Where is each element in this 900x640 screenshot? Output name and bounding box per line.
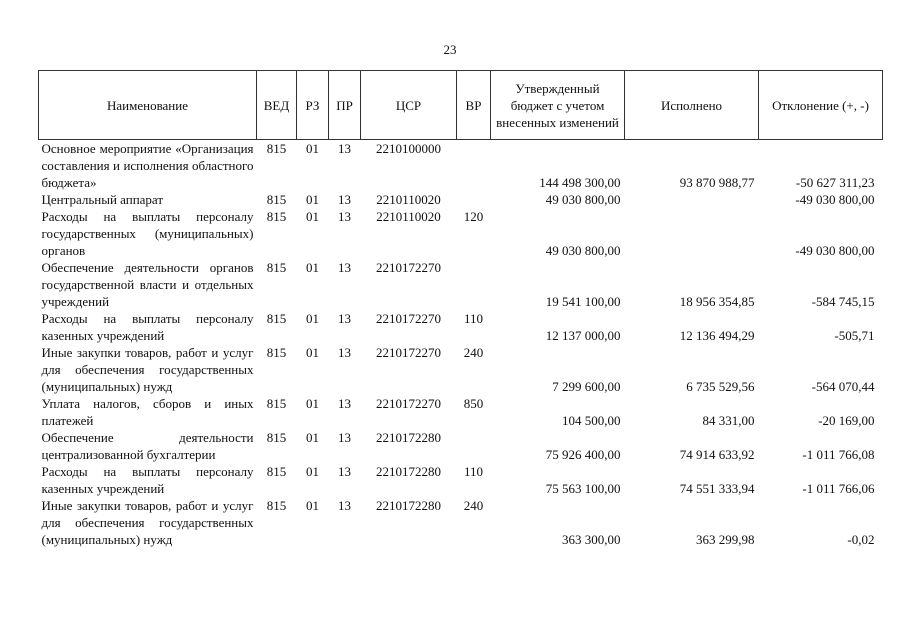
row-ved: 815: [266, 396, 287, 411]
row-ved: 815: [266, 498, 287, 513]
row-csr: 2210110020: [376, 192, 441, 207]
header-deviation: Отклонение (+, -): [759, 71, 883, 140]
header-csr: ЦСР: [361, 71, 457, 140]
row-pr: 13: [338, 345, 351, 360]
row-rz: 01: [306, 345, 319, 360]
row-pr: 13: [338, 311, 351, 326]
row-csr: 2210172270: [376, 396, 441, 411]
row-executed: 6 735 529,56: [686, 379, 755, 394]
row-csr: 2210100000: [376, 141, 441, 156]
row-vr: [457, 140, 491, 192]
row-name: Основное мероприятие «Организация составления и исполнения областного бюджета»: [41, 141, 254, 190]
row-csr: 2210172270: [376, 311, 441, 326]
row-executed: [625, 191, 759, 208]
row-deviation: -0,02: [847, 532, 875, 547]
row-vr: 240: [463, 345, 484, 360]
row-rz: 01: [306, 311, 319, 326]
row-approved: 19 541 100,00: [545, 294, 621, 309]
row-deviation: -49 030 800,00: [795, 192, 875, 207]
row-csr: 2210172270: [376, 260, 441, 275]
row-vr: 240: [463, 498, 484, 513]
row-name: Обеспечение деятельности централизованной бухгалтерии: [41, 430, 254, 462]
table-row: [39, 140, 883, 192]
row-name: Иные закупки товаров, работ и услуг для обеспечения государственных (муниципальных) нужд: [41, 345, 254, 394]
row-approved: 49 030 800,00: [545, 243, 621, 258]
row-deviation: -1 011 766,08: [802, 447, 875, 462]
row-name: Центральный аппарат: [41, 192, 164, 207]
row-executed: 18 956 354,85: [679, 294, 755, 309]
row-name: Расходы на выплаты персоналу казенных учреждений: [41, 464, 254, 496]
table-row: [39, 344, 883, 395]
row-rz: 01: [306, 464, 319, 479]
table-header: [39, 71, 883, 140]
row-csr: 2210172280: [376, 464, 441, 479]
row-executed: 363 299,98: [696, 532, 755, 547]
row-pr: 13: [338, 464, 351, 479]
row-approved: 104 500,00: [562, 413, 621, 428]
row-pr: 13: [338, 498, 351, 513]
row-deviation: -20 169,00: [818, 413, 875, 428]
header-name: Наименование: [39, 71, 257, 140]
row-ved: 815: [266, 345, 287, 360]
row-csr: 2210172280: [376, 430, 441, 445]
row-deviation: -1 011 766,06: [802, 481, 875, 496]
header-vr: ВР: [457, 71, 491, 140]
row-approved: 75 926 400,00: [545, 447, 621, 462]
row-vr: 120: [463, 209, 484, 224]
row-approved: 49 030 800,00: [545, 192, 621, 207]
row-ved: 815: [266, 311, 287, 326]
header-rz: РЗ: [297, 71, 329, 140]
table-row: [39, 395, 883, 429]
row-csr: 2210110020: [376, 209, 441, 224]
row-vr: 110: [463, 464, 484, 479]
table-row: [39, 310, 883, 344]
row-executed: 93 870 988,77: [679, 175, 755, 190]
row-rz: 01: [306, 209, 319, 224]
row-rz: 01: [306, 141, 319, 156]
row-vr: 110: [463, 311, 484, 326]
row-vr: [457, 429, 491, 463]
row-rz: 01: [306, 396, 319, 411]
header-pr: ПР: [329, 71, 361, 140]
row-approved: 75 563 100,00: [545, 481, 621, 496]
row-executed: 74 914 633,92: [679, 447, 755, 462]
header-ved: ВЕД: [257, 71, 297, 140]
row-rz: 01: [306, 192, 319, 207]
budget-execution-table: [38, 70, 883, 548]
row-pr: 13: [338, 209, 351, 224]
row-pr: 13: [338, 260, 351, 275]
page-number: 23: [443, 42, 457, 57]
table-row: [39, 463, 883, 497]
row-deviation: -564 070,44: [811, 379, 875, 394]
row-executed: 12 136 494,29: [679, 328, 755, 343]
row-pr: 13: [338, 141, 351, 156]
table-row: [39, 191, 883, 208]
row-approved: 144 498 300,00: [539, 175, 621, 190]
row-vr: [457, 191, 491, 208]
row-deviation: -505,71: [834, 328, 875, 343]
row-vr: [457, 259, 491, 310]
row-ved: 815: [266, 464, 287, 479]
row-pr: 13: [338, 396, 351, 411]
table-row: [39, 259, 883, 310]
row-approved: 12 137 000,00: [545, 328, 621, 343]
row-rz: 01: [306, 430, 319, 445]
row-deviation: -584 745,15: [811, 294, 875, 309]
row-csr: 2210172280: [376, 498, 441, 513]
header-approved: Утвержденный бюджет с учетом внесенных изменений: [491, 71, 625, 140]
row-ved: 815: [266, 209, 287, 224]
row-rz: 01: [306, 498, 319, 513]
row-approved: 363 300,00: [562, 532, 621, 547]
row-ved: 815: [266, 141, 287, 156]
row-rz: 01: [306, 260, 319, 275]
row-approved: 7 299 600,00: [552, 379, 621, 394]
row-name: Иные закупки товаров, работ и услуг для обеспечения государственных (муниципальных) нужд: [41, 498, 254, 547]
row-ved: 815: [266, 260, 287, 275]
row-executed: 84 331,00: [702, 413, 755, 428]
row-ved: 815: [266, 430, 287, 445]
table-row: [39, 208, 883, 259]
row-name: Расходы на выплаты персоналу государственных (муниципальных) органов: [41, 209, 254, 258]
row-ved: 815: [266, 192, 287, 207]
row-csr: 2210172270: [376, 345, 441, 360]
row-pr: 13: [338, 430, 351, 445]
table-row: [39, 497, 883, 548]
row-vr: 850: [463, 396, 484, 411]
row-pr: 13: [338, 192, 351, 207]
row-deviation: -49 030 800,00: [795, 243, 875, 258]
row-deviation: -50 627 311,23: [795, 175, 875, 190]
row-name: Уплата налогов, сборов и иных платежей: [41, 396, 254, 428]
row-name: Обеспечение деятельности органов государственной власти и отдельных учреждений: [41, 260, 254, 309]
table-row: [39, 429, 883, 463]
row-executed: 74 551 333,94: [679, 481, 755, 496]
table-body: [39, 140, 883, 549]
row-name: Расходы на выплаты персоналу казенных учреждений: [41, 311, 254, 343]
header-executed: Исполнено: [625, 71, 759, 140]
row-executed: [625, 208, 759, 259]
